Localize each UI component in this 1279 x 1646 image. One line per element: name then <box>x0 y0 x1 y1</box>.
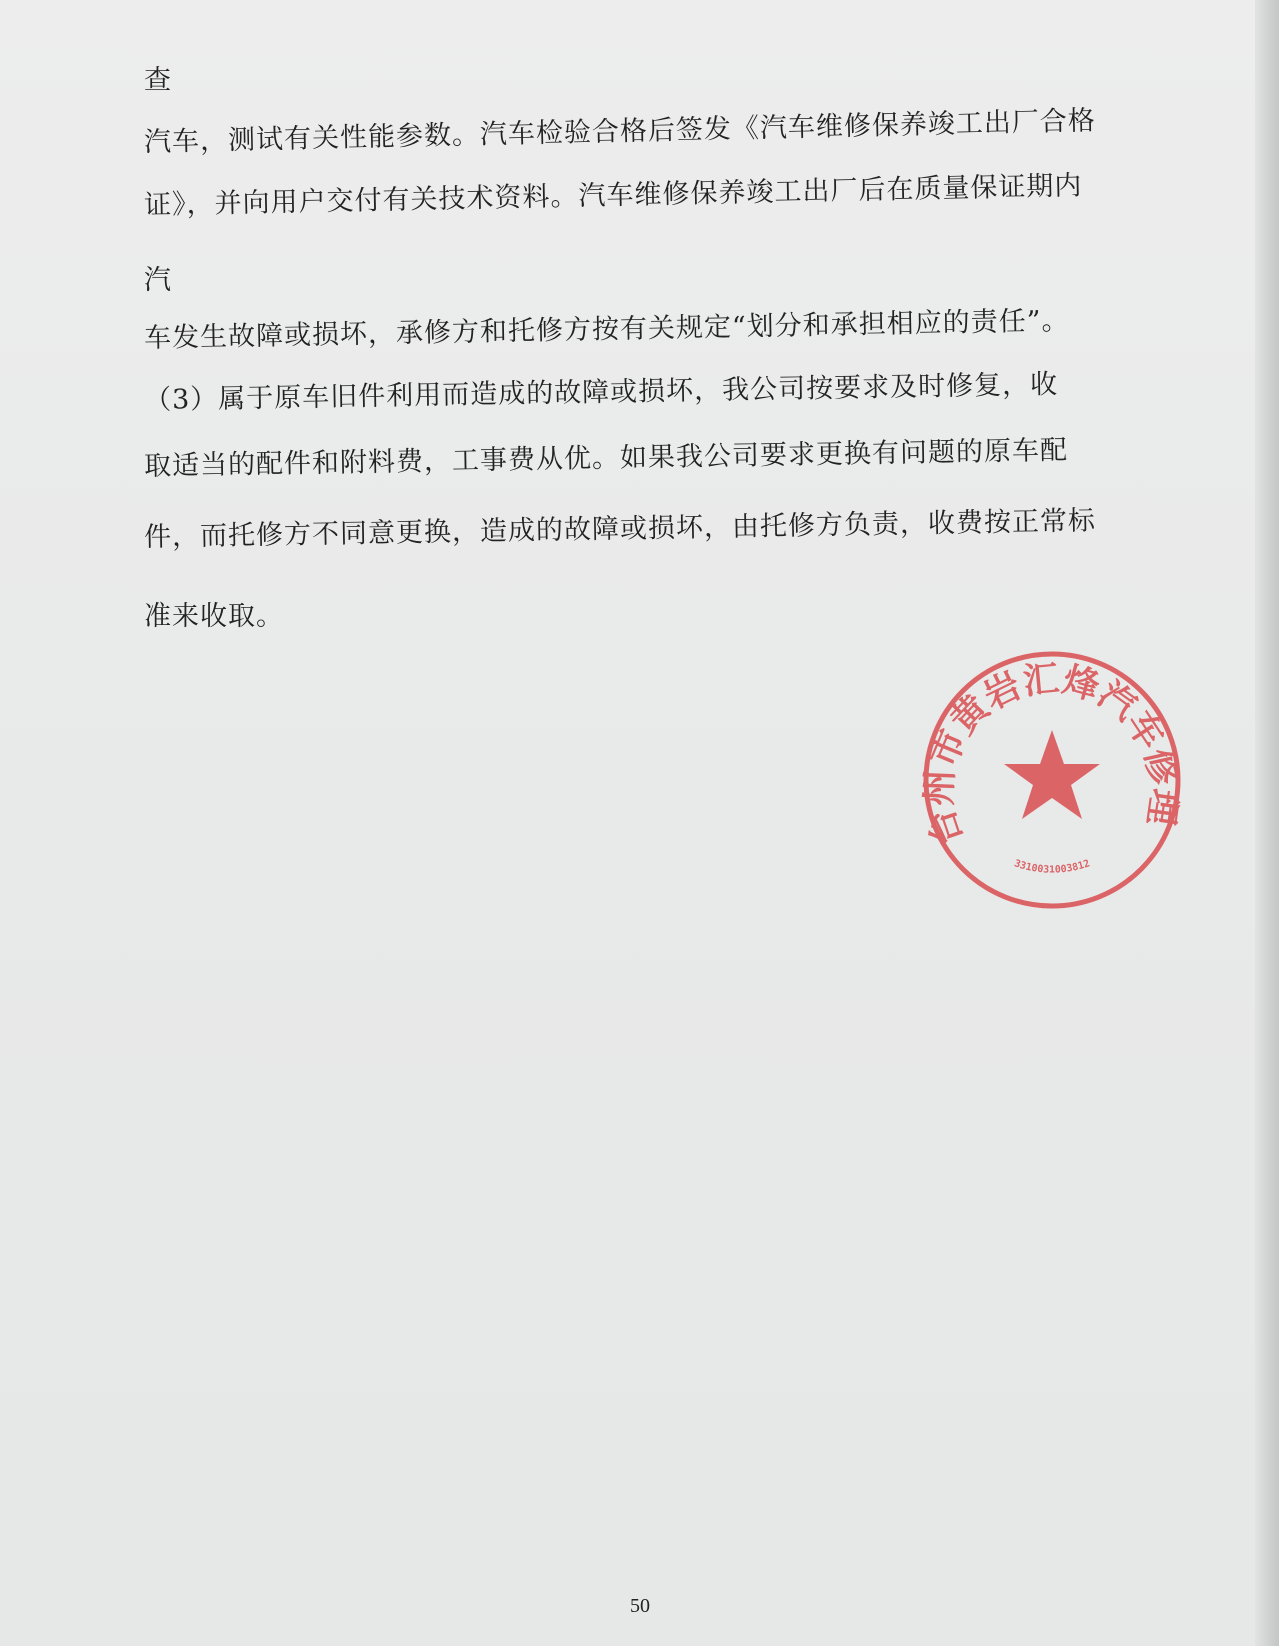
text-line-5: 车发生故障或损坏，承修方和托修方按有关规定“划分和承担相应的责任”。 <box>143 305 1070 354</box>
text-line-6: （3）属于原车旧件利用而造成的故障或损坏，我公司按要求及时修复，收 <box>143 369 1059 416</box>
page-number: 50 <box>630 1595 650 1617</box>
text-line-3: 证》，并向用户交付有关技术资料。汽车维修保养竣工出厂后在质量保证期内 <box>143 170 1083 221</box>
text-line-7: 取适当的配件和附料费，工事费从优。如果我公司要求更换有问题的原车配 <box>143 434 1069 482</box>
svg-text:台州市黄岩汇烽汽车修理厂: 台州市黄岩汇烽汽车修理 <box>917 657 1186 852</box>
text-line-8: 件，而托修方不同意更换，造成的故障或损坏，由托修方负责，收费按正常标 <box>143 505 1097 553</box>
page-edge-shadow <box>1255 0 1279 1646</box>
text-line-1: 查 <box>144 65 172 96</box>
company-seal-stamp <box>912 640 1192 920</box>
text-line-2: 汽车，测试有关性能参数。汽车检验合格后签发《汽车维修保养竣工出厂合格 <box>143 105 1097 158</box>
text-line-4: 汽 <box>144 265 172 296</box>
text-line-9: 准来收取。 <box>144 601 284 632</box>
svg-text:3310031003812: 3310031003812 <box>1012 858 1092 876</box>
seal-graphic <box>912 640 1192 920</box>
